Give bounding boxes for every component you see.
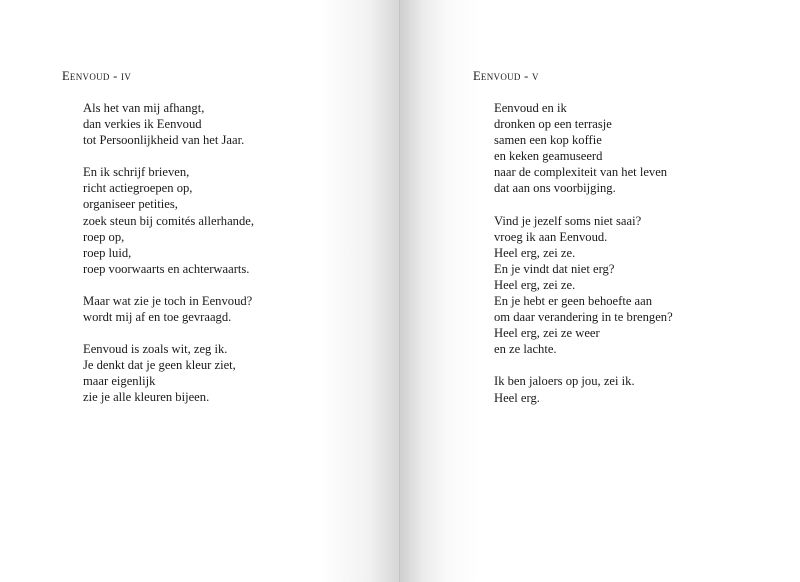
- poem-line: dan verkies ik Eenvoud: [83, 117, 202, 132]
- poem-line: Heel erg, zei ze weer: [494, 326, 600, 341]
- poem-line: Ik ben jaloers op jou, zei ik.: [494, 374, 635, 389]
- poem-line: roep voorwaarts en achterwaarts.: [83, 261, 250, 276]
- poem-line: Als het van mij afhangt,: [83, 101, 205, 115]
- poem-line: En je vindt dat niet erg?: [494, 261, 615, 276]
- poem-line: En je hebt er geen behoefte aan: [494, 294, 653, 309]
- poem-line: samen een kop koffie: [494, 133, 602, 148]
- poem-eenvoud-v: [473, 68, 673, 422]
- stanza: [83, 100, 254, 148]
- poem-line: Heel erg, zei ze.: [494, 277, 576, 292]
- poem-line: en ze lachte.: [494, 342, 557, 357]
- poem-line: organiseer petities,: [83, 197, 178, 212]
- poem-body: [494, 100, 673, 406]
- poem-line: roep op,: [83, 229, 125, 244]
- poem-line: maar eigenlijk: [83, 374, 156, 389]
- poem-line: en keken geamuseerd: [494, 149, 603, 164]
- poem-line: dronken op een terrasje: [494, 117, 612, 132]
- poem-line: zie je alle kleuren bijeen.: [83, 390, 210, 405]
- stanza: [494, 373, 673, 405]
- stanza: [494, 100, 673, 197]
- stanza: [83, 164, 254, 277]
- poem-line: roep luid,: [83, 245, 132, 260]
- poem-line: Eenvoud is zoals wit, zeg ik.: [83, 342, 228, 357]
- poem-line: tot Persoonlijkheid van het Jaar.: [83, 133, 245, 148]
- stanza: [83, 341, 254, 405]
- poem-line: Heel erg, zei ze.: [494, 245, 576, 260]
- poem-title: Eenvoud - iv: [62, 69, 132, 83]
- poem-line: zoek steun bij comités allerhande,: [83, 213, 255, 228]
- poem-title: Eenvoud - v: [473, 69, 539, 83]
- poem-line: dat aan ons voorbijging.: [494, 181, 616, 196]
- poem-line: om daar verandering in te brengen?: [494, 310, 673, 325]
- poem-line: Heel erg.: [494, 390, 540, 405]
- poem-line: Je denkt dat je geen kleur ziet,: [83, 358, 236, 373]
- stanza: [83, 293, 254, 325]
- poem-eenvoud-iv: [62, 68, 254, 422]
- stanza: [494, 213, 673, 358]
- poem-line: richt actiegroepen op,: [83, 181, 193, 196]
- poem-line: Maar wat zie je toch in Eenvoud?: [83, 293, 253, 308]
- poem-line: Eenvoud en ik: [494, 101, 567, 115]
- poem-line: vroeg ik aan Eenvoud.: [494, 229, 608, 244]
- poem-line: En ik schrijf brieven,: [83, 165, 190, 180]
- poem-line: naar de complexiteit van het leven: [494, 165, 668, 180]
- poem-body: [83, 100, 254, 406]
- poem-line: Vind je jezelf soms niet saai?: [494, 213, 642, 228]
- poem-line: wordt mij af en toe gevraagd.: [83, 310, 232, 325]
- right-page: [400, 0, 800, 582]
